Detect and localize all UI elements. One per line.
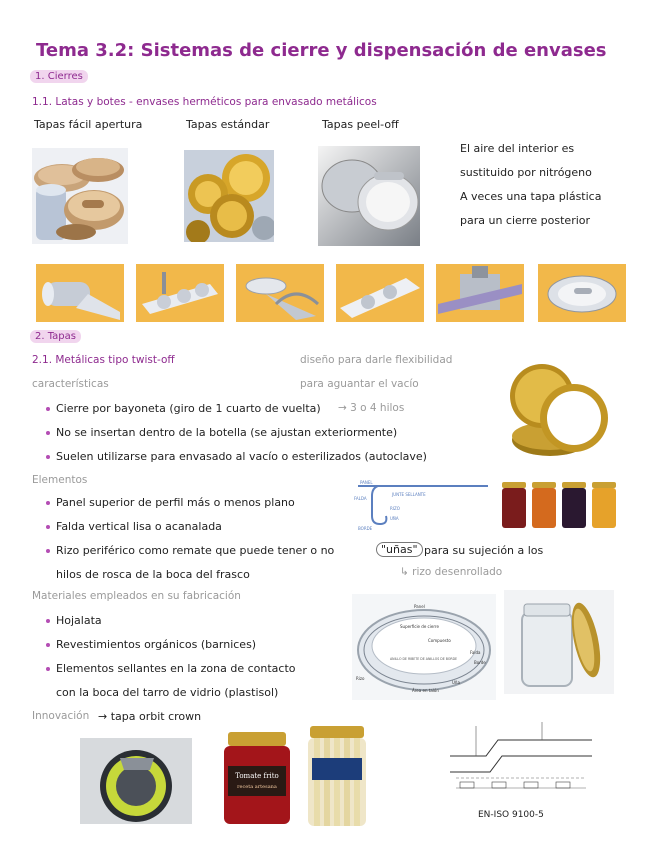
ring-label-falda: Falda [470,650,481,655]
label-facil-apertura: Tapas fácil apertura [34,118,143,131]
diagram-label-rizo: RIZO [390,506,400,511]
ring-label-compuesto: Compuesto [428,638,451,643]
gold-twist-off-lid-image [502,356,612,466]
process-step-6-image [538,264,626,322]
design-note-2: para aguantar el vacío [300,378,419,390]
ring-label-superficie: Superficie de cierre [400,624,439,629]
design-note-1: diseño para darle flexibilidad [300,354,453,366]
tomate-label-line1: Tomate frito [235,772,279,780]
material-4: con la boca del tarro de vidrio (plastisol) [56,686,279,699]
bullet-icon [46,407,50,411]
caracteristica-1: Cierre por bayoneta (giro de 1 cuarto de vuelta) [56,402,321,415]
bullet-icon [46,455,50,459]
caracteristica-3: Suelen utilizarse para envasado al vacío o esterilizados (autoclave) [56,450,427,463]
note-line-2: sustituido por nitrógeno [460,166,592,179]
material-3: Elementos sellantes en la zona de contacto [56,662,296,675]
ring-label-una: Uña [452,680,460,685]
innovacion-text: → tapa orbit crown [98,710,202,723]
subsection-twist-off: 2.1. Metálicas tipo twist-off [32,354,175,366]
standard-lids-image [184,150,274,242]
bullet-icon [46,667,50,671]
label-peel-off: Tapas peel-off [322,118,399,131]
ring-label-anillo: ANILLO DE RIBETE DE ANILLOS DE BORDE [390,657,458,661]
tomate-frito-jar-image [222,730,292,826]
technical-drawing-diagram [446,716,596,808]
ring-label-borde: Borde [474,660,486,665]
process-step-3-image [236,264,324,322]
section-heading-cierres: 1. Cierres [30,70,88,83]
orbit-crown-image [80,738,192,824]
caracteristica-2: No se insertan dentro de la botella (se ajustan exteriormente) [56,426,398,439]
lid-cross-section-diagram [352,476,492,534]
ring-label-panel: Panel [414,604,425,609]
elemento-4: hilos de rosca de la boca del frasco [56,568,250,581]
caracteristica-1-extra: → 3 o 4 hilos [338,402,405,414]
bullet-icon [46,643,50,647]
diagram-label-falda: FALDA [354,496,367,501]
asparagus-jar-image [306,724,368,828]
label-elementos: Elementos [32,474,88,486]
label-estandar: Tapas estándar [186,118,270,131]
ring-label-rizo: Rizo [356,676,365,681]
subsection-latas: 1.1. Latas y botes - envases herméticos para envasado metálicos [32,96,377,108]
note-line-4: para un cierre posterior [460,214,591,227]
elemento-2: Falda vertical lisa o acanalada [56,520,222,533]
ring-label-area: Área en talón [412,688,439,693]
unas-after: para su sujeción a los [424,544,544,557]
diagram-label-junte: JUNTE SELLANTE [392,492,426,497]
bullet-icon [46,525,50,529]
page-title: Tema 3.2: Sistemas de cierre y dispensación de envases [36,40,607,61]
lid-ring-diagram [352,594,496,700]
process-step-1-image [36,264,124,322]
label-materiales: Materiales empleados en su fabricación [32,590,241,602]
tomate-label-line2: receta artesana [237,784,277,790]
bullet-icon [46,501,50,505]
diagram-label-borde: BORDE [358,526,373,531]
elemento-3: Rizo periférico como remate que puede tener o no [56,544,335,557]
section-heading-tapas: 2. Tapas [30,330,81,343]
unas-label: "uñas" [376,542,423,557]
peel-off-lids-image [318,146,420,246]
jam-jars-image [500,478,620,530]
process-step-4-image [336,264,424,322]
label-caracteristicas: características [32,378,109,390]
label-innovacion: Innovación [32,710,90,722]
diagram-label-una: UÑA [390,516,399,521]
bullet-icon [46,431,50,435]
rizo-note: ↳ rizo desenrollado [400,566,503,578]
material-2: Revestimientos orgánicos (barnices) [56,638,257,651]
note-line-1: El aire del interior es [460,142,575,155]
process-step-5-image [436,264,524,322]
process-step-2-image [136,264,224,322]
note-line-3: A veces una tapa plástica [460,190,602,203]
standard-caption: EN-ISO 9100-5 [478,810,544,820]
elemento-1: Panel superior de perfil más o menos plano [56,496,295,509]
easy-open-cans-image [32,148,128,244]
glass-jar-image [504,590,614,694]
material-1: Hojalata [56,614,102,627]
bullet-icon [46,619,50,623]
bullet-icon [46,549,50,553]
diagram-label-panel: PANEL [360,480,373,485]
